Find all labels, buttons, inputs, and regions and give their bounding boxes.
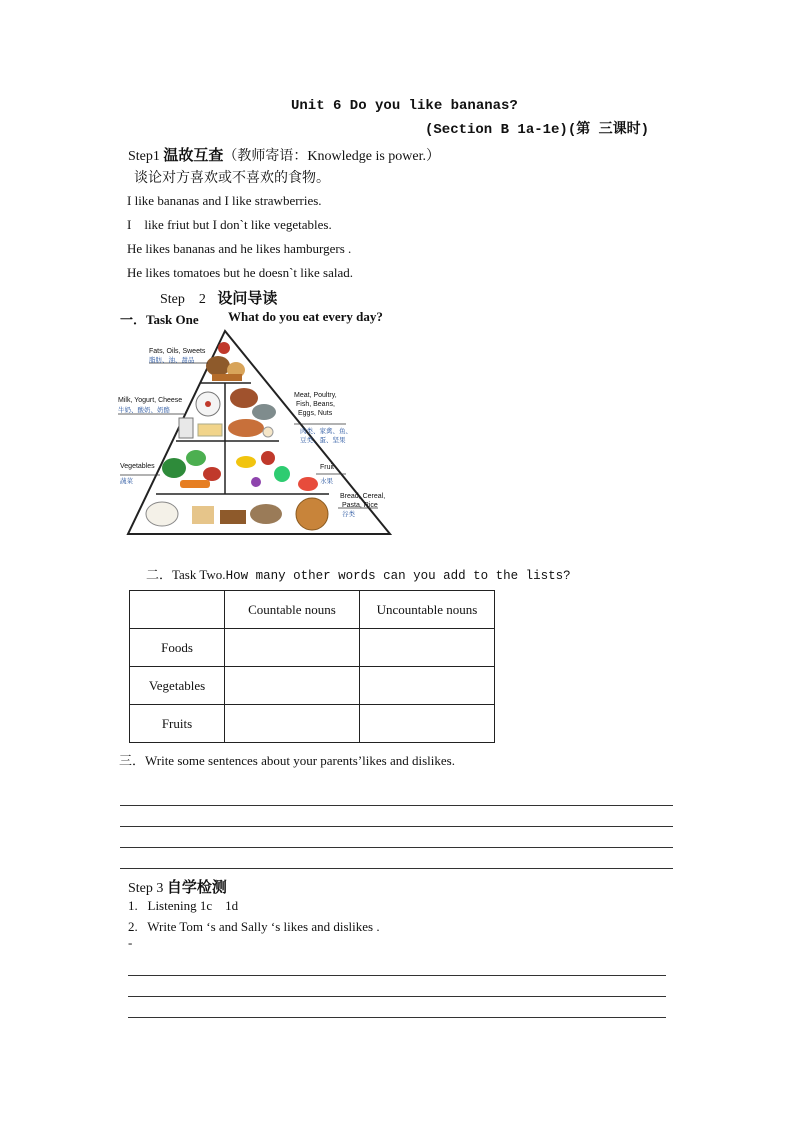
- step2-label: Step 2: [160, 292, 206, 307]
- step1-motto: （教师寄语：Knowledge is power.）: [223, 149, 440, 164]
- page-subtitle: (Section B 1a-1e)(第 三课时): [425, 122, 650, 138]
- task1-question: What do you eat every day?: [228, 309, 383, 324]
- step3-item-1: [128, 898, 238, 914]
- task3-label: 三．Write some sentences about your parents’likes and dislikes.: [119, 753, 455, 768]
- label-meat-3: Eggs, Nuts: [298, 410, 333, 417]
- table-row-label: Fruits: [130, 705, 225, 743]
- table-answer-cell[interactable]: [225, 705, 360, 743]
- label-milk-cn: 牛奶、酸奶、奶酪: [118, 407, 170, 414]
- step2-heading: 设问导读: [217, 291, 278, 307]
- writing-line[interactable]: [120, 847, 673, 848]
- step1-heading: 温故互查: [163, 148, 224, 164]
- writing-line[interactable]: [128, 1017, 666, 1018]
- task1-label: 一．Task One: [120, 312, 199, 327]
- step3-line: [128, 876, 227, 897]
- label-vegetables-cn: 蔬菜: [120, 478, 133, 485]
- step1-line: [128, 144, 440, 165]
- step3-item-2: [128, 919, 380, 935]
- step3-dash: -: [128, 935, 133, 950]
- table-header-cell: Countable nouns: [225, 591, 360, 629]
- table-row: [130, 667, 495, 705]
- label-meat-cn-2: 豆类、蛋、坚果: [300, 437, 346, 444]
- table-header-cell: Uncountable nouns: [360, 591, 495, 629]
- label-bread-cn: 谷类: [342, 511, 355, 518]
- step1-sentence-3: He likes bananas and he likes hamburgers .: [127, 241, 352, 256]
- step3-label: Step 3: [128, 881, 164, 896]
- table-header-row: [130, 591, 495, 629]
- label-meat-cn-1: 肉类、家禽、鱼、: [300, 428, 352, 435]
- table-row-label: Foods: [130, 629, 225, 667]
- nouns-table: [129, 590, 495, 743]
- label-meat-2: Fish, Beans,: [296, 401, 335, 408]
- step1-label: Step1: [128, 149, 160, 164]
- table-row-label: Vegetables: [130, 667, 225, 705]
- label-bread-1: Bread, Cereal,: [340, 493, 386, 500]
- writing-line[interactable]: [120, 805, 673, 806]
- step3-item-text: Listening 1c 1d: [147, 898, 239, 913]
- step2-line: [160, 287, 277, 308]
- table-answer-cell[interactable]: [225, 629, 360, 667]
- step1-sentence-1: I like bananas and I like strawberries.: [127, 193, 322, 208]
- label-fruit: Fruit: [320, 464, 334, 471]
- table-row: [130, 705, 495, 743]
- writing-line[interactable]: [128, 975, 666, 976]
- label-milk: Milk, Yogurt, Cheese: [118, 397, 183, 404]
- step3-item-num: 1.: [128, 898, 138, 913]
- task2-line: [146, 564, 571, 583]
- writing-line[interactable]: [128, 996, 666, 997]
- label-vegetables: Vegetables: [120, 463, 155, 470]
- step3-item-text: Write Tom ‘s and Sally ‘s likes and dislikes .: [147, 919, 380, 934]
- table-answer-cell[interactable]: [360, 705, 495, 743]
- table-answer-cell[interactable]: [360, 629, 495, 667]
- label-fats: Fats, Oils, Sweets: [149, 348, 206, 355]
- step1-sentence-4: He likes tomatoes but he doesn`t like salad.: [127, 265, 354, 280]
- step3-heading: 自学检测: [166, 880, 227, 896]
- food-pyramid-image: [116, 328, 394, 538]
- task2-label: 二．Task Two.: [146, 567, 226, 582]
- step1-instruction: 谈论对方喜欢或不喜欢的食物。: [134, 171, 330, 186]
- label-fats-cn: 脂肪、油、甜品: [149, 357, 195, 364]
- table-answer-cell[interactable]: [360, 667, 495, 705]
- page-title: Unit 6 Do you like bananas?: [291, 98, 518, 114]
- step3-item-num: 2.: [128, 919, 138, 934]
- label-meat-1: Meat, Poultry,: [294, 392, 337, 399]
- table-answer-cell[interactable]: [225, 667, 360, 705]
- task2-question: How many other words can you add to the lists?: [225, 569, 571, 583]
- writing-line[interactable]: [120, 826, 673, 827]
- step1-sentence-2: I like friut but I don`t like vegetables.: [127, 217, 332, 232]
- table-row: [130, 629, 495, 667]
- table-header-cell: [130, 591, 225, 629]
- label-fruit-cn: 水果: [320, 478, 333, 485]
- label-bread-2: Pasta, Rice: [342, 502, 378, 509]
- writing-line[interactable]: [120, 868, 673, 869]
